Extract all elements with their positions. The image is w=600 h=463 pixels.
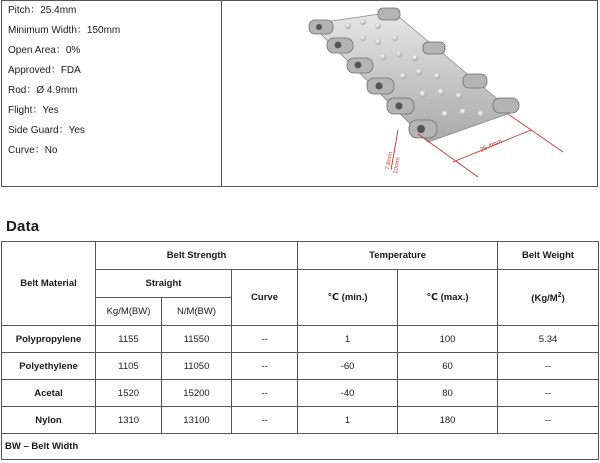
- spec-item-side-guard: Side Guard：Yes: [8, 125, 85, 136]
- surface-nub: [392, 35, 398, 41]
- surface-nub: [400, 73, 406, 79]
- cell-temp-min: 1: [298, 407, 398, 434]
- spec-list: [8, 4, 120, 164]
- rod-hole: [395, 102, 402, 109]
- hinge-knuckle: [463, 74, 487, 88]
- surface-nub: [396, 51, 402, 57]
- header-temperature: Temperature: [298, 242, 498, 270]
- cell-material: Polyethylene: [2, 353, 96, 380]
- cell-material: Polypropylene: [2, 326, 96, 353]
- cell-kgm: 1105: [96, 353, 162, 380]
- surface-nub: [375, 23, 381, 29]
- table-row: [2, 353, 599, 380]
- spec-divider: [221, 1, 222, 186]
- spec-item-pitch: Pitch：25.4mm: [8, 5, 77, 16]
- spec-item-minimum-width: Minimum Width：150mm: [8, 25, 121, 36]
- cell-weight: --: [498, 407, 599, 434]
- surface-nub: [375, 39, 381, 45]
- cell-curve: --: [232, 407, 298, 434]
- footnote: BW – Belt Width: [2, 434, 599, 460]
- cell-nm: 13100: [162, 407, 232, 434]
- dim-label-pitch: 25.4mm: [478, 137, 504, 154]
- surface-nub: [438, 89, 445, 96]
- header-straight: Straight: [96, 270, 232, 298]
- surface-nub: [460, 109, 467, 116]
- cell-weight: --: [498, 380, 599, 407]
- table-row: [2, 407, 599, 434]
- cell-material: Acetal: [2, 380, 96, 407]
- rod-hole: [335, 42, 342, 49]
- spec-item-curve: Curve：No: [8, 145, 58, 156]
- cell-nm: 15200: [162, 380, 232, 407]
- cell-temp-max: 100: [398, 326, 498, 353]
- header-kgm: Kg/M(BW): [96, 298, 162, 326]
- surface-nub: [380, 54, 386, 60]
- header-temp-min: ℃ (min.): [298, 270, 398, 326]
- hinge-knuckle: [493, 98, 519, 113]
- header-curve: Curve: [232, 270, 298, 326]
- header-belt-weight: Belt Weight: [498, 242, 599, 270]
- dimension-line: [508, 114, 563, 152]
- spec-item-rod: Rod：Ø 4.9mm: [8, 85, 78, 96]
- spec-item-flight: Flight：Yes: [8, 105, 59, 116]
- surface-nub: [360, 35, 366, 41]
- cell-temp-max: 180: [398, 407, 498, 434]
- cell-temp-min: -60: [298, 353, 398, 380]
- section-title: Data: [6, 218, 40, 235]
- surface-nub: [412, 55, 418, 61]
- table-row: [2, 326, 599, 353]
- surface-nub: [456, 93, 463, 100]
- dim-label-height: 7.8mm: [385, 151, 395, 171]
- cell-temp-max: 80: [398, 380, 498, 407]
- header-temp-max: ℃ (max.): [398, 270, 498, 326]
- rod-hole: [375, 82, 382, 89]
- cell-kgm: 1155: [96, 326, 162, 353]
- hinge-knuckle: [423, 42, 445, 54]
- cell-nm: 11050: [162, 353, 232, 380]
- surface-nub: [420, 91, 427, 98]
- surface-nub: [345, 23, 351, 29]
- table-row: [2, 380, 599, 407]
- cell-kgm: 1310: [96, 407, 162, 434]
- header-belt-strength: Belt Strength: [96, 242, 298, 270]
- surface-nub: [416, 69, 422, 75]
- belt-module-image: [223, 2, 598, 186]
- spec-item-open-area: Open Area：0%: [8, 45, 81, 56]
- surface-nub: [478, 111, 485, 118]
- rod-hole: [355, 62, 362, 69]
- cell-weight: --: [498, 353, 599, 380]
- cell-temp-min: -40: [298, 380, 398, 407]
- rod-hole: [417, 125, 425, 133]
- cell-curve: --: [232, 326, 298, 353]
- cell-temp-max: 60: [398, 353, 498, 380]
- hinge-knuckle: [378, 8, 400, 20]
- header-nm: N/M(BW): [162, 298, 232, 326]
- cell-material: Nylon: [2, 407, 96, 434]
- cell-nm: 11550: [162, 326, 232, 353]
- spec-panel: [1, 0, 598, 187]
- cell-weight: 5.34: [498, 326, 599, 353]
- surface-nub: [360, 19, 366, 25]
- surface-nub: [434, 73, 440, 79]
- spec-item-approved: Approved：FDA: [8, 65, 81, 76]
- cell-kgm: 1520: [96, 380, 162, 407]
- cell-curve: --: [232, 380, 298, 407]
- rod-hole: [316, 24, 322, 30]
- cell-temp-min: 1: [298, 326, 398, 353]
- surface-nub: [442, 111, 449, 118]
- data-table: [1, 241, 599, 460]
- dim-label-height2: 10mm: [393, 156, 402, 175]
- cell-curve: --: [232, 353, 298, 380]
- header-belt-material: Belt Material: [2, 242, 96, 326]
- header-weight-unit: $(Kg/M^2)$: [498, 270, 599, 326]
